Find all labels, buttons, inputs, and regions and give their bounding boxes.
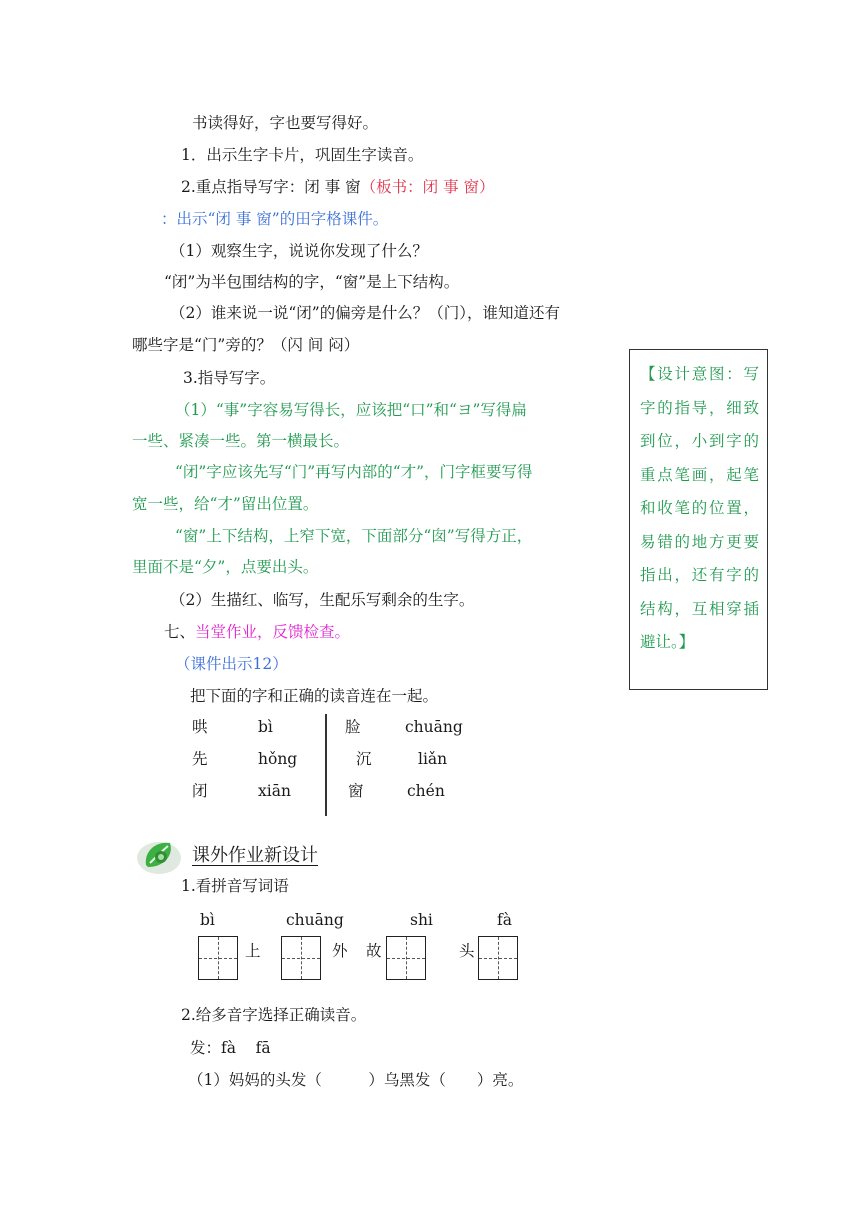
text-line: 哪些字是“门”旁的？（闪 间 闷） [132,336,360,354]
writing-grid[interactable] [281,936,321,980]
text-line: 3.指导写字。 [183,369,276,387]
match-pinyin: chén [407,782,445,800]
match-char: 先 [192,750,208,768]
section-heading [164,622,350,642]
text-line [181,177,495,197]
board-note: （板书：闭 事 窗） [360,178,495,196]
text-line: 一些、紧凑一些。第一横最长。 [132,432,350,450]
grid-char: 上 [245,942,261,960]
match-char: 脸 [345,718,361,736]
grid-pinyin: chuāng [286,911,344,929]
text-line: （1）观察生字，说说你发现了什么？ [170,242,428,260]
match-pinyin: bì [258,718,273,736]
question-1: 1.看拼音写词语 [181,877,289,895]
text-line: （2）谁来说一说“闭”的偏旁是什么？（门），谁知道还有 [170,304,560,322]
question-2: 2.给多音字选择正确读音。 [181,1006,367,1024]
grid-pinyin: bì [200,911,215,929]
match-pinyin: hǒng [258,750,298,768]
homework-heading: 课外作业新设计 [192,845,318,866]
leaf-icon [134,835,184,877]
grid-char: 外 [332,942,348,960]
text-line: 宽一些，给“才”留出位置。 [132,495,319,513]
match-pinyin: xiān [258,782,291,800]
text-line: （1）“事”字容易写得长，应该把“口”和“ヨ”写得扁 [175,401,527,419]
fill-in-sentence: （1）妈妈的头发（ ）乌黑发（ ）亮。 [188,1071,524,1089]
text-line: （2）生描红、临写，生配乐写剩余的生字。 [170,591,475,609]
match-char: 沉 [356,750,372,768]
text-line: “窗”上下结构，上窄下宽，下面部分“囱”写得方正， [175,527,533,545]
polyphone-readings: 发：fà fā [190,1039,271,1057]
text-line: 把下面的字和正确的读音连在一起。 [190,687,439,705]
grid-pinyin: fà [497,911,512,929]
match-char: 哄 [192,718,208,736]
match-pinyin: liǎn [418,750,448,768]
column-divider [325,714,327,816]
grid-char: 故 [366,942,382,960]
match-pinyin: chuāng [405,718,463,736]
text-line: “闭”为半包围结构的字，“窗”是上下结构。 [164,273,460,291]
text-line: 里面不是“夕”，点要出头。 [132,558,319,576]
text-line: 书读得好，字也要写得好。 [192,114,379,132]
match-char: 窗 [348,782,364,800]
section-number: 七、 [164,623,196,641]
grid-pinyin: shi [410,911,433,929]
text-line-main: 2.重点指导写字：闭 事 窗 [181,178,361,196]
section-title: 当堂作业，反馈检查。 [195,623,351,641]
text-line: 1．出示生字卡片，巩固生字读音。 [181,146,424,164]
writing-grid[interactable] [198,936,238,980]
writing-grid[interactable] [386,936,426,980]
writing-grid[interactable] [478,936,518,980]
courseware-note: ：出示“闭 事 窗”的田字格课件。 [161,210,389,228]
text-line: “闭”字应该先写“门”再写内部的“才”，门字框要写得 [175,463,533,481]
match-char: 闭 [192,782,208,800]
courseware-label: （课件出示12） [175,655,288,673]
design-intent-note: 【设计意图：写字的指导，细致到位，小到字的重点笔画，起笔和收笔的位置，易错的地方更要指出，还有字的结构，互相穿插避让。】 [629,349,768,690]
grid-char: 头 [459,942,475,960]
